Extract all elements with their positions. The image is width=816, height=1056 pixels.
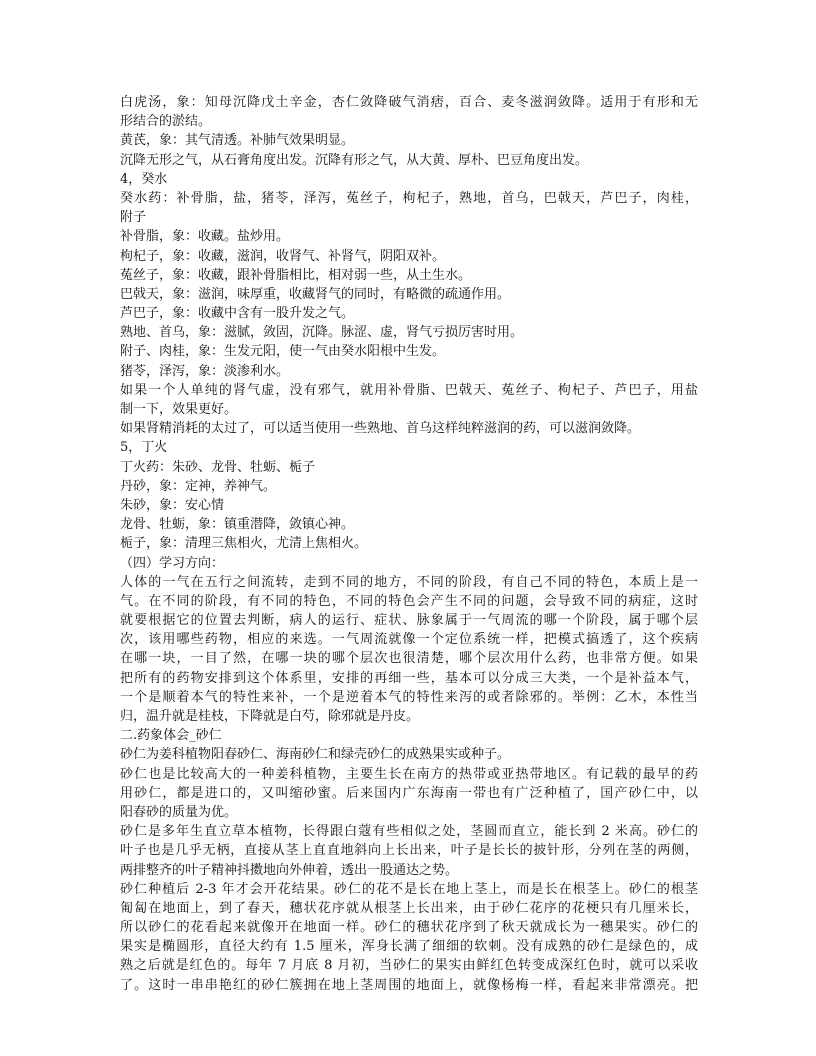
text-line: 次，该用哪些药物，相应的来选。一气周流就像一个定位系统一样，把模式搞透了，这个疾病 — [120, 632, 698, 648]
text-line: 阳春砂的质量为优。 — [120, 804, 238, 820]
text-line: 砂仁也是比较高大的一种姜科植物，主要生长在南方的热带或亚热带地区。有记载的最早的药 — [120, 766, 698, 782]
section-heading: （四）学习方向： — [120, 555, 225, 571]
text-line: 制一下，效果更好。 — [120, 402, 238, 417]
text-line: 用砂仁，都是进口的，又叫缩砂蜜。后来国内广东海南一带也有广泛种植了，国产砂仁中，以 — [120, 785, 698, 801]
text-line: 附子、肉桂，象：生发元阳，使一气由癸水阳根中生发。 — [120, 344, 446, 360]
section-heading: 4，癸水 — [120, 171, 168, 187]
text-line: 两排整齐的叶子精神抖擞地向外伸着，透出一股通达之势。 — [120, 862, 459, 878]
text-line: 了。这时一串串艳红的砂仁簇拥在地上茎周围的地面上，就像杨梅一样，看起来非常漂亮。把 — [120, 977, 698, 993]
text-line: 归，温升就是桂枝，下降就是白芍，除邪就是丹皮。 — [120, 709, 420, 724]
text-line: 匍匐在地面上，到了春天，穗状花序就从根茎上长出来，由于砂仁花序的花梗只有几厘米长， — [120, 900, 698, 916]
document-page — [120, 93, 698, 995]
text-line: 朱砂，象：安心情 — [120, 497, 225, 513]
text-line: 补骨脂，象：收藏。盐炒用。 — [120, 229, 290, 245]
text-line: 如果一个人单纯的肾气虚，没有邪气，就用补骨脂、巴戟天、菟丝子、枸杞子、芦巴子，用盐 — [120, 382, 698, 398]
text-line: 沉降无形之气，从石膏角度出发。沉降有形之气，从大黄、厚朴、巴豆角度出发。 — [120, 152, 589, 168]
text-line: 在哪一块，一目了然，在哪一块的哪个层次也很清楚，哪个层次用什么药，也非常方便。如果 — [120, 651, 698, 667]
section-heading: 二.药象体会_砂仁 — [120, 728, 222, 744]
text-line: 砂仁为姜科植物阳春砂仁、海南砂仁和绿壳砂仁的成熟果实或种子。 — [120, 747, 511, 763]
text-line: 黄芪，象：其气清透。补肺气效果明显。 — [120, 133, 355, 149]
text-line: 白虎汤，象：知母沉降戊土辛金，杏仁敛降破气消痞，百合、麦冬滋润敛降。适用于有形和无 — [120, 95, 698, 110]
text-line: 把所有的药物安排到这个体系里，安排的再细一些，基本可以分成三大类，一个是补益本气， — [120, 670, 698, 686]
text-line: 熟地、首乌，象：滋腻，敛固，沉降。脉涩、虚，肾气亏损厉害时用。 — [120, 325, 524, 341]
text-line: 丹砂，象：定神，养神气。 — [120, 478, 277, 494]
text-line: 叶子也是几乎无柄，直接从茎上直直地斜向上长出来，叶子是长长的披针形，分列在茎的两侧， — [120, 843, 698, 859]
text-line: 丁火药：朱砂、龙骨、牡蛎、栀子 — [120, 459, 316, 475]
text-line: 栀子，象：清理三焦相火，尤清上焦相火。 — [120, 536, 368, 552]
text-line: 果实是椭圆形，直径大约有 1.5 厘米，浑身长满了细细的软刺。没有成熟的砂仁是绿色的，成 — [120, 939, 698, 955]
text-line: 砂仁是多年生直立草本植物，长得跟白蔻有些相似之处，茎圆而直立，能长到 2 米高。砂仁的 — [120, 824, 698, 840]
section-heading: 5，丁火 — [120, 440, 168, 456]
text-line: 一个是顺着本气的特性来补，一个是逆着本气的特性来泻的或者除邪的。举例：乙木，本性当 — [120, 689, 698, 705]
text-line: 气。在不同的阶段，有不同的特色，不同的特色会产生不同的问题，会导致不同的病症，这时 — [120, 593, 698, 609]
text-line: 枸杞子，象：收藏，滋润，收肾气、补肾气，阴阳双补。 — [120, 248, 446, 264]
text-line: 巴戟天，象：滋润，味厚重，收藏肾气的同时，有略微的疏通作用。 — [120, 286, 511, 302]
text-line: 砂仁种植后 2-3 年才会开花结果。砂仁的花不是长在地上茎上，而是长在根茎上。砂仁的根茎 — [120, 881, 698, 897]
text-line: 形结合的淤结。 — [120, 114, 212, 130]
text-line: 所以砂仁的花看起来就像开在地面一样。砂仁的穗状花序到了秋天就成长为一穗果实。砂仁的 — [120, 920, 698, 936]
text-line: 人体的一气在五行之间流转，走到不同的地方，不同的阶段，有自己不同的特色，本质上是一 — [120, 574, 698, 590]
text-line: 癸水药：补骨脂，盐，猪苓，泽泻，菟丝子，枸杞子，熟地，首乌，巴戟天，芦巴子，肉桂， — [120, 190, 698, 206]
text-line: 猪苓，泽泻，象：淡渗利水。 — [120, 363, 290, 379]
text-line: 龙骨、牡蛎，象：镇重潜降，敛镇心神。 — [120, 517, 355, 533]
text-line: 芦巴子，象：收藏中含有一股升发之气。 — [120, 306, 355, 322]
text-line: 如果肾精消耗的太过了，可以适当使用一些熟地、首乌这样纯粹滋润的药，可以滋润敛降。 — [120, 421, 641, 437]
text-line: 菟丝子，象：收藏，跟补骨脂相比，相对弱一些，从土生水。 — [120, 267, 472, 283]
text-line: 附子 — [120, 210, 147, 226]
text-line: 就要根据它的位置去判断，病人的运行、症状、脉象属于一气周流的哪一个阶段，属于哪个层 — [120, 613, 698, 629]
text-line: 熟之后就是红色的。每年 7 月底 8 月初，当砂仁的果实由鲜红色转变成深红色时，就可以采收 — [120, 958, 698, 974]
